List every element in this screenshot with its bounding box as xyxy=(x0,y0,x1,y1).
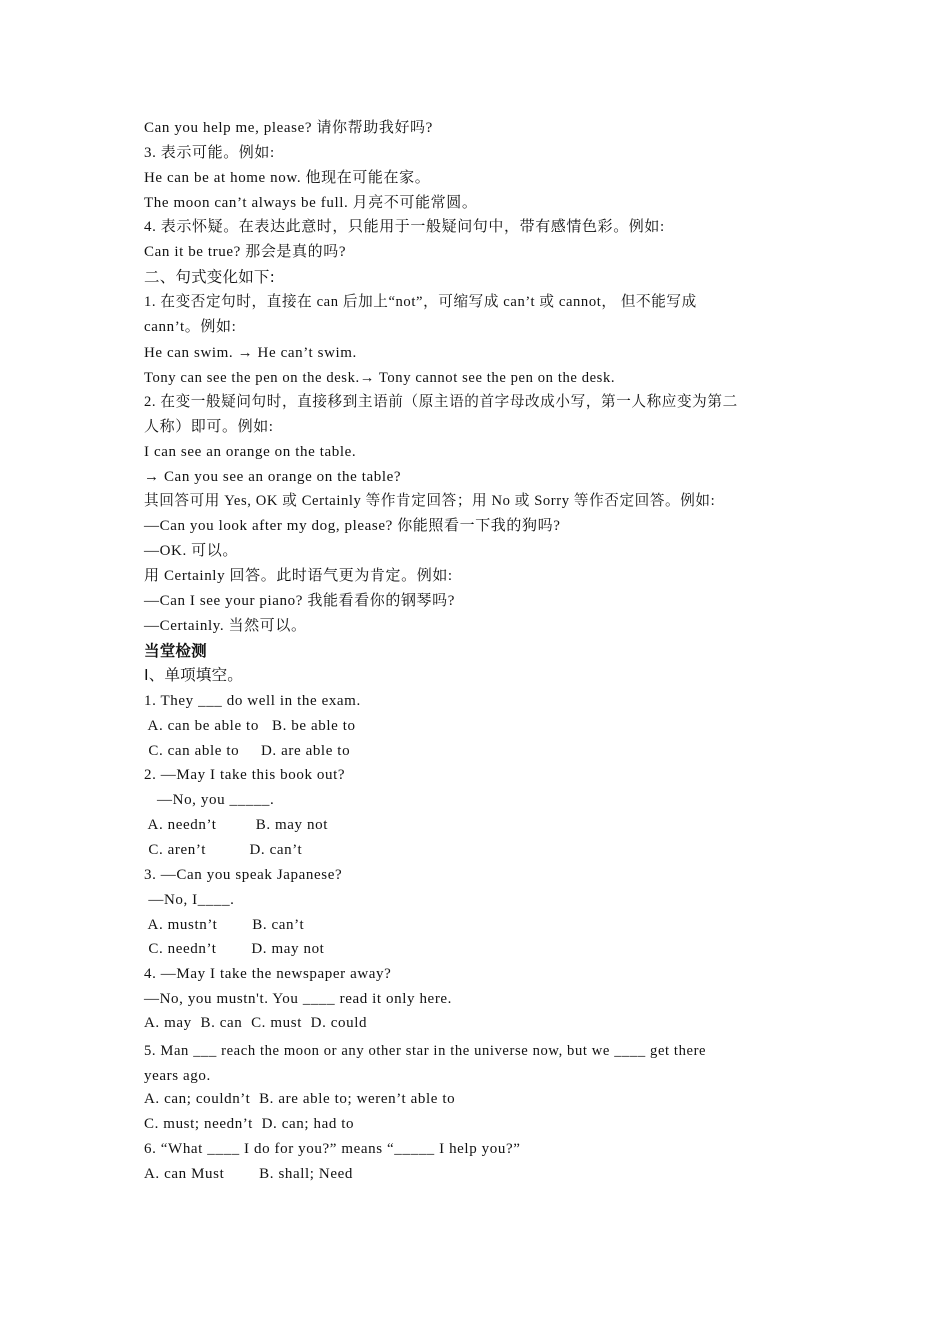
option-line: A. mustn’t B. can’t xyxy=(144,917,305,933)
text-line: 其回答可用 Yes, OK 或 Certainly 等作肯定回答；用 No 或 Sorry 等作否定回答。例如: xyxy=(144,493,716,509)
question-line: —No, you _____. xyxy=(144,792,275,808)
option-line: C. needn’t D. may not xyxy=(144,941,325,957)
text-line: 用 Certainly 回答。此时语气更为肯定。例如: xyxy=(144,568,453,584)
text-line: —Certainly. 当然可以。 xyxy=(144,618,307,634)
text-line: —Can I see your piano? 我能看看你的钢琴吗? xyxy=(144,593,455,609)
option-line: C. aren’t D. can’t xyxy=(144,842,303,858)
question-line: years ago. xyxy=(144,1068,211,1084)
text-line: —Can you look after my dog, please? 你能照看一下我的狗吗? xyxy=(144,518,561,534)
option-line: C. can able to D. are able to xyxy=(144,743,351,759)
exercise-heading: 当堂检测 xyxy=(144,642,207,660)
text-line: 3. 表示可能。例如: xyxy=(144,145,275,161)
exercise-subheading: I、单项填空。 xyxy=(144,666,243,684)
text-line: Can it be true? 那会是真的吗? xyxy=(144,244,347,260)
text-line: He can swim. → He can’t swim. xyxy=(144,345,357,361)
option-line: C. must; needn’t D. can; had to xyxy=(144,1116,355,1132)
option-line: A. may B. can C. must D. could xyxy=(144,1015,368,1031)
question-line: 6. “What ____ I do for you?” means “_____ I help you?” xyxy=(144,1141,521,1157)
question-line: 5. Man ___ reach the moon or any other star in the universe now, but we ____ get there xyxy=(144,1043,707,1059)
option-line: A. can; couldn’t B. are able to; weren’t able to xyxy=(144,1091,456,1107)
text-line: Can you help me, please? 请你帮助我好吗? xyxy=(144,120,433,136)
text-line: → Can you see an orange on the table? xyxy=(144,469,402,485)
option-line: A. needn’t B. may not xyxy=(144,817,328,833)
text-line: 人称）即可。例如: xyxy=(144,419,274,435)
option-line: A. can be able to B. be able to xyxy=(144,718,356,734)
text-line: 2. 在变一般疑问句时，直接移到主语前（原主语的首字母改成小写，第一人称应变为第二 xyxy=(144,394,738,410)
text-line: 4. 表示怀疑。在表达此意时，只能用于一般疑问句中，带有感情色彩。例如: xyxy=(144,219,665,235)
text-line: I can see an orange on the table. xyxy=(144,444,357,460)
text-line: He can be at home now. 他现在可能在家。 xyxy=(144,170,431,186)
text-line: 1. 在变否定句时，直接在 can 后加上“not”，可缩写成 can’t 或 cannot， 但不能写成 xyxy=(144,294,697,310)
option-line: A. can Must B. shall; Need xyxy=(144,1166,353,1182)
question-line: 3. —Can you speak Japanese? xyxy=(144,867,343,883)
text-line: cann’t。例如: xyxy=(144,319,237,335)
question-line: 2. —May I take this book out? xyxy=(144,767,346,783)
text-line: The moon can’t always be full. 月亮不可能常圆。 xyxy=(144,195,478,211)
text-line: Tony can see the pen on the desk.→ Tony cannot see the pen on the desk. xyxy=(144,370,616,386)
question-line: 1. They ___ do well in the exam. xyxy=(144,693,361,709)
question-line: 4. —May I take the newspaper away? xyxy=(144,966,392,982)
question-line: —No, I____. xyxy=(144,892,235,908)
question-line: —No, you mustn't. You ____ read it only here. xyxy=(144,991,453,1007)
text-line: —OK. 可以。 xyxy=(144,543,238,559)
section-heading: 二、句式变化如下: xyxy=(144,268,276,286)
